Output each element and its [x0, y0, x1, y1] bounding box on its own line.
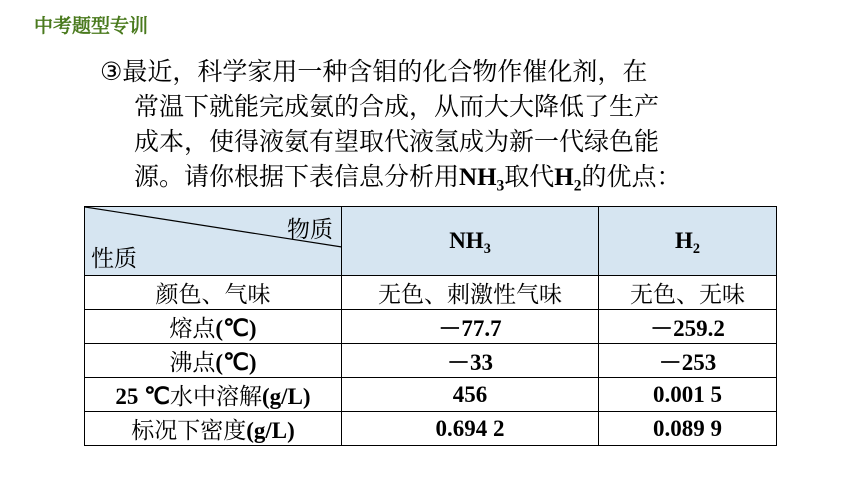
question-line-1: ③最近，科学家用一种含钼的化合物作催化剂，在 [100, 57, 648, 86]
row-label [85, 310, 342, 344]
row-label [85, 412, 342, 446]
table-row [85, 412, 777, 446]
question-text [100, 54, 780, 195]
cell-h2: －259.2 [599, 310, 777, 344]
cell-h2: 无色、无味 [599, 276, 777, 310]
row-label-unit: (g/L) [246, 418, 295, 443]
header-h2-sub: 2 [692, 240, 700, 257]
cell-nh3: 456 [342, 378, 599, 412]
row-label-text: 沸点 [169, 350, 216, 376]
table-row [85, 276, 777, 310]
row-label [85, 344, 342, 378]
question-line-4-part-b: 取代 [504, 162, 555, 191]
header-nh3-main: NH [449, 228, 484, 253]
row-label [85, 276, 342, 310]
formula-nh3 [459, 164, 505, 195]
cell-nh3: －33 [342, 344, 599, 378]
row-label [85, 378, 342, 412]
table-row [85, 378, 777, 412]
table-header-row [85, 207, 777, 276]
question-line-4-part-c: 的优点： [581, 162, 682, 191]
header-substance-label: 物质 [287, 217, 333, 243]
question-line-3: 成本，使得液氨有望取代液氢成为新一代绿色能 [134, 127, 660, 156]
properties-table [84, 206, 777, 446]
formula-nh3-sub: 3 [496, 177, 505, 195]
cell-nh3: 无色、刺激性气味 [342, 276, 599, 310]
row-label-text: 水中溶解 [170, 384, 263, 410]
row-label-text: 颜色、气味 [155, 282, 271, 308]
section-header: 中考题型专训 [34, 15, 149, 37]
table-row [85, 344, 777, 378]
formula-nh3-main: NH [459, 164, 497, 191]
cell-h2: 0.001 5 [599, 378, 777, 412]
diagonal-header-cell [85, 207, 342, 276]
formula-h2-sub: 2 [573, 177, 582, 195]
formula-h2 [554, 164, 582, 195]
header-nh3 [342, 207, 599, 276]
cell-h2: －253 [599, 344, 777, 378]
formula-h2-main: H [554, 164, 574, 191]
question-line-2: 常温下就能完成氨的合成，从而大大降低了生产 [134, 92, 660, 121]
row-label-text: 熔点 [169, 316, 216, 342]
question-line-4 [100, 159, 780, 195]
cell-nh3: 0.694 2 [342, 412, 599, 446]
row-label-prefix: 25 ℃ [115, 384, 171, 409]
row-label-text: 标况下密度 [131, 418, 247, 444]
header-h2-main: H [674, 228, 693, 253]
question-line-4-part-a: 源。请你根据下表信息分析用 [134, 162, 460, 191]
header-property-label: 性质 [91, 246, 137, 272]
table-row [85, 310, 777, 344]
row-label-unit: (℃) [215, 316, 257, 341]
cell-nh3: －77.7 [342, 310, 599, 344]
header-h2 [599, 207, 777, 276]
cell-h2: 0.089 9 [599, 412, 777, 446]
header-nh3-sub: 3 [483, 240, 491, 257]
row-label-unit: (℃) [215, 350, 257, 375]
row-label-unit: (g/L) [262, 384, 311, 409]
